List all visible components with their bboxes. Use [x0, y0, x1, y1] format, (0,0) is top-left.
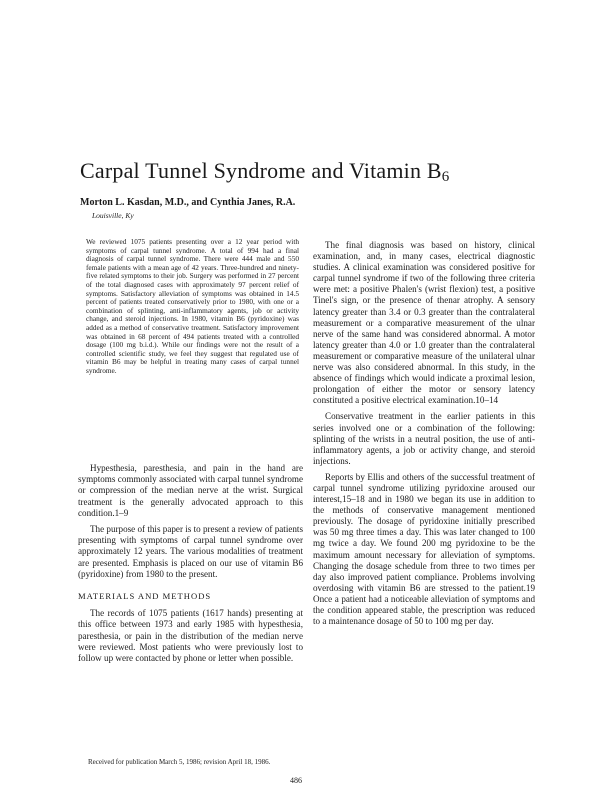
methods-paragraph-2: The final diagnosis was based on history, clinical examination, and, in many cases, electrical diagnostic studies. A clinical examination was considered positive for carpal tunnel syndrome if two of the following three criteria were met: a positive Phalen's (wrist flexion) test, a positive Tinel's sign, or the presence of thenar atrophy. A sensory latency greater than 3.4 or 0.3 greater than the contralateral measurement or a comparative measurement of the ulnar nerve of the same hand was considered abnormal. A motor latency greater than 4.0 or 1.0 greater than the contralateral measurement or comparative measure of the unilateral ulnar nerve was also considered abnormal. In this study, in the absence of findings which would indicate a proximal lesion, prolongation of either the motor or sensory latency constituted a positive electrical examination.10–14 [313, 240, 535, 406]
received-footnote: Received for publication March 5, 1986; revision April 18, 1986. [88, 758, 271, 766]
methods-paragraph-4: Reports by Ellis and others of the successful treatment of carpal tunnel syndrome utilizing pyridoxine aroused our interest,15–18 and in 1980 we began its use in addition to the methods of conservative management mentioned previously. The dosage of pyridoxine initially prescribed was 50 mg three times a day. This was later changed to 100 mg twice a day. We found 200 mg pyridoxine to be the maximum amount necessary for alleviation of symptoms. Changing the dosage schedule from three to two times per day also improved patient compliance. Problems involving overdosing with vitamin B6 are stressed to the patient.19 Once a patient had a noticeable alleviation of symptoms and the condition appeared stable, the prescription was reduced to a maintenance dosage of 50 to 100 mg per day. [313, 471, 535, 627]
affiliation: Louisville, Ky [92, 211, 134, 220]
methods-paragraph-1: The records of 1075 patients (1617 hands) presenting at this office between 1973 and early 1985 with hypesthesia, paresthesia, or pain in the distribution of the median nerve were reviewed. Most patients who were previously lost to follow up were contacted by phone or letter when possible. [78, 608, 303, 664]
title-subscript: 6 [441, 169, 450, 185]
right-column [313, 240, 535, 627]
abstract: We reviewed 1075 patients presenting over a 12 year period with symptoms of carpal tunnel syndrome. A total of 994 had a final diagnosis of carpal tunnel syndrome. There were 444 male and 550 female patients with a mean age of 42 years. Three-hundred and ninety-five related symptoms to their job. Surgery was performed in 27 percent of the total diagnosed cases with approximately 97 percent relief of symptoms. Satisfactory alleviation of symptoms was obtained in 14.5 percent of patients treated conservatively prior to 1980, with one or a combination of splinting, anti-inflammatory agents, job or activity change, and steroid injections. In 1980, vitamin B6 (pyridoxine) was added as a method of conservative treatment. Satisfactory improvement was obtained in 68 percent of 494 patients treated with a controlled dosage (100 mg b.i.d.). While our findings were not the result of a controlled scientific study, we feel they suggest that regulated use of vitamin B6 may be helpful in treating many cases of carpal tunnel syndrome. [86, 237, 299, 375]
left-column [78, 463, 303, 664]
intro-paragraph-1: Hypesthesia, paresthesia, and pain in the hand are symptoms commonly associated with carpal tunnel syndrome or compression of the median nerve at the wrist. Surgical treatment is the generally advocated approach to this condition.1–9 [78, 463, 303, 518]
intro-paragraph-2: The purpose of this paper is to present a review of patients presenting with symptoms of carpal tunnel syndrome over approximately 12 years. The various modalities of treatment are presented. Emphasis is placed on our use of vitamin B6 (pyridoxine) from 1980 to the present. [78, 524, 303, 579]
page-number: 486 [290, 776, 302, 785]
section-heading-methods: MATERIALS AND METHODS [78, 591, 212, 602]
authors: Morton L. Kasdan, M.D., and Cynthia Janes, R.A. [80, 197, 296, 208]
methods-paragraph-3: Conservative treatment in the earlier patients in this series involved one or a combination of the following: splinting of the wrists in a neutral position, the use of anti-inflammatory agents, a job or activity change, and steroid injections. [313, 411, 535, 466]
article-title [80, 158, 550, 186]
title-text: Carpal Tunnel Syndrome and Vitamin B [80, 158, 442, 183]
